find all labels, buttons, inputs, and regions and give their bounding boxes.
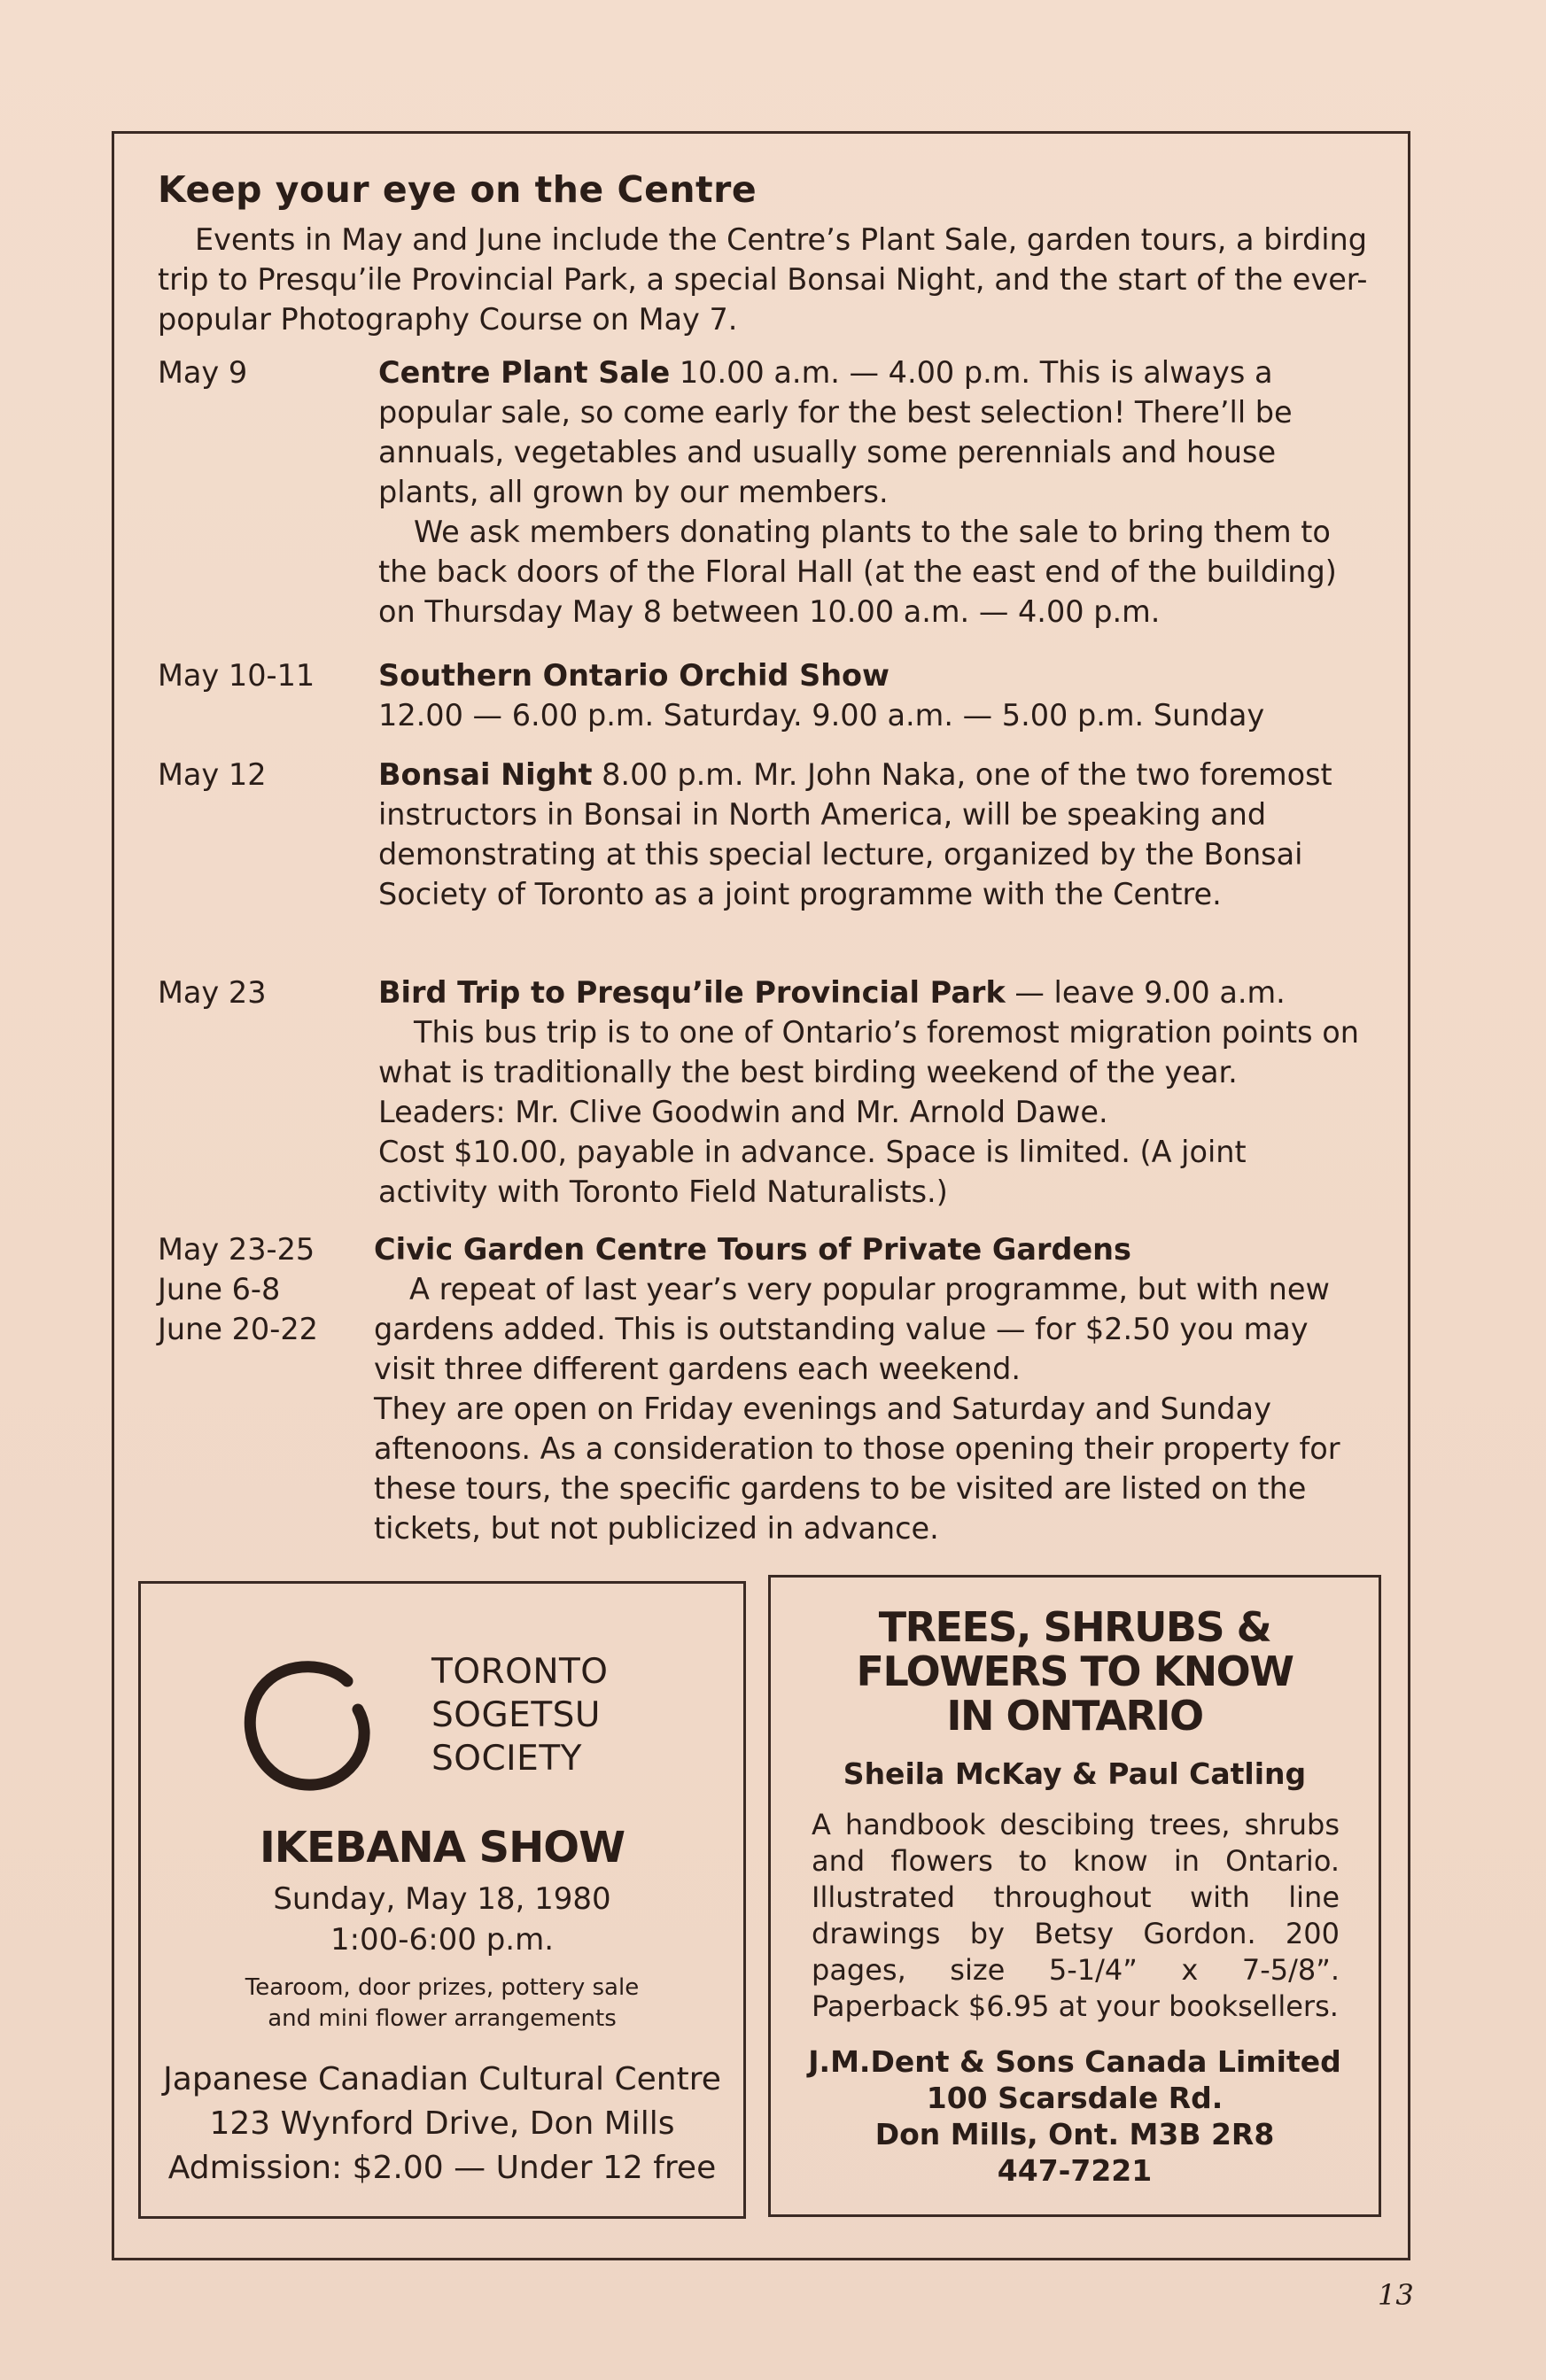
show-amenities	[138, 1973, 746, 2035]
event-text: 10.00 a.m. — 4.00 p.m. This is always a popular sale, so come early for the best selection! There’ll be annuals, vegetables and usually some perennials and house plants, all grown by our members.	[378, 355, 1293, 509]
event-date: June 20-22	[158, 1312, 318, 1346]
event-text: 12.00 — 6.00 p.m. Saturday. 9.00 a.m. — 5.00 p.m. Sunday	[378, 698, 1265, 733]
publisher-name: J.M.Dent & Sons Canada Limited	[808, 2044, 1341, 2079]
show-date: Sunday, May 18, 1980	[273, 1881, 611, 1917]
event-date: May 9	[158, 355, 248, 390]
event-title: Centre Plant Sale	[378, 355, 671, 390]
intro-text: Events in May and June include the Centre’s Plant Sale, garden tours, a birding trip to Presqu’ile Provincial Park, a special Bonsai Night, and the start of the ever- popular Photography Course on May 7.	[158, 222, 1368, 337]
show-time: 1:00-6:00 p.m.	[330, 1922, 555, 1957]
book-title	[768, 1605, 1381, 1738]
book-title-line: IN ONTARIO	[946, 1692, 1203, 1740]
event-heading-line	[378, 973, 1362, 1012]
event-date: May 12	[158, 757, 267, 792]
event-title: Bonsai Night	[378, 757, 593, 792]
publisher-phone: 447-7221	[997, 2153, 1153, 2188]
event-item	[378, 973, 1362, 1212]
society-name-line: SOGETSU	[431, 1695, 601, 1735]
book-title-line: FLOWERS TO KNOW	[856, 1647, 1294, 1695]
amenities-line: and mini flower arrangements	[268, 2005, 617, 2032]
book-authors: Sheila McKay & Paul Catling	[843, 1756, 1307, 1791]
event-title: Southern Ontario Orchid Show	[378, 658, 890, 693]
event-item	[378, 655, 1362, 735]
society-name-line: TORONTO	[431, 1652, 609, 1692]
event-date: May 23-25	[158, 1232, 315, 1267]
book-description: A handbook descibing trees, shrubs and flowers to know in Ontario. Illustrated throughout with line drawings by Betsy Gordon. 200 pages, size 5-1/4” x 7-5/8”. Paperback $6.95 at your booksellers.	[812, 1808, 1340, 2023]
event-text: A repeat of last year’s very popular programme, but with new gardens added. This is outstanding value — for $2.50 you may visit three different gardens each weekend.	[374, 1272, 1330, 1386]
event-title: Civic Garden Centre Tours of Private Gardens	[374, 1232, 1131, 1267]
publisher-info	[768, 2043, 1381, 2189]
event-date: June 6-8	[158, 1272, 281, 1306]
event-date: May 10-11	[158, 658, 315, 693]
event-item	[374, 1229, 1357, 1548]
article-intro	[158, 220, 1380, 339]
event-item	[378, 755, 1362, 914]
society-name-line: SOCIETY	[431, 1739, 582, 1779]
event-description	[378, 755, 1362, 914]
venue-name: Japanese Canadian Cultural Centre	[163, 2061, 721, 2097]
show-date-time	[138, 1879, 746, 1960]
venue-address: 123 Wynford Drive, Don Mills	[209, 2105, 675, 2142]
event-description	[378, 353, 1362, 512]
ikebana-show-title: IKEBANA SHOW	[259, 1823, 625, 1872]
event-text: 8.00 p.m. Mr. John Naka, one of the two foremost instructors in Bonsai in North America, will be speaking and demonstrating at this special lecture, organized by the Bonsai Society of Toronto as a joint programme with the Centre.	[378, 757, 1332, 911]
event-dates	[158, 1229, 318, 1349]
article-heading: Keep your eye on the Centre	[158, 168, 757, 211]
enso-circle-logo	[234, 1651, 376, 1793]
event-item	[378, 353, 1362, 632]
event-note: We ask members donating plants to the sale to bring them to the back doors of the Floral Hall (at the east end of the building) on Thursday May 8 between 10.00 a.m. — 4.00 p.m.	[378, 515, 1337, 629]
event-time: — leave 9.00 a.m.	[1014, 975, 1286, 1010]
event-note: Cost $10.00, payable in advance. Space is limited. (A joint activity with Toronto Field Naturalists.)	[378, 1135, 1247, 1209]
publisher-city: Don Mills, Ont. M3B 2R8	[874, 2117, 1275, 2151]
event-date: May 23	[158, 975, 267, 1010]
publisher-street: 100 Scarsdale Rd.	[926, 2081, 1224, 2115]
amenities-line: Tearoom, door prizes, pottery sale	[245, 1974, 640, 2001]
event-note: They are open on Friday evenings and Saturday and Sunday aftenoons. As a consideration to those opening their property for these tours, the specific gardens to be visited are listed on the tickets, but not publicized in advance.	[374, 1392, 1340, 1546]
show-venue	[138, 2058, 746, 2190]
book-title-line: TREES, SHRUBS &	[878, 1603, 1271, 1651]
event-text: This bus trip is to one of Ontario’s foremost migration points on what is traditionally the best birding weekend of the year. Leaders: Mr. Clive Goodwin and Mr. Arnold Dawe.	[378, 1015, 1359, 1129]
admission-price: Admission: $2.00 — Under 12 free	[167, 2150, 717, 2186]
event-title: Bird Trip to Presqu’ile Provincial Park	[378, 975, 1006, 1010]
society-name	[431, 1650, 609, 1780]
page-number: 13	[1378, 2278, 1414, 2312]
